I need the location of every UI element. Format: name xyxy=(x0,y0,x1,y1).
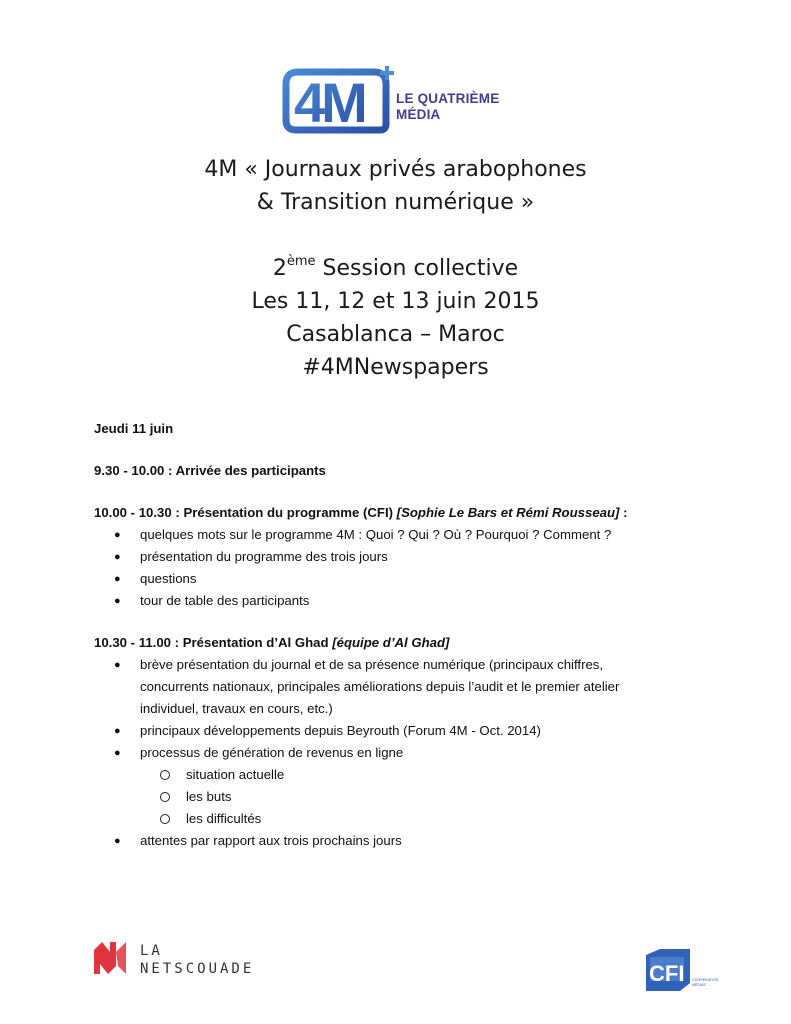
svg-text:COOPÉRATION: COOPÉRATION xyxy=(692,978,719,982)
svg-text:LA: LA xyxy=(140,943,163,959)
slot-al-ghad-sublist xyxy=(94,764,714,830)
session-dates: Les 11, 12 et 13 juin 2015 xyxy=(251,289,540,314)
logo-4m-wordmark: LE QUATRIÈME MÉDIA xyxy=(396,91,500,122)
title-line-1: 4M « Journaux privés arabophones xyxy=(204,157,587,182)
slot-al-ghad-list xyxy=(94,654,714,764)
svg-text:CFI: CFI xyxy=(649,961,685,986)
list-item: ● principaux développements depuis Beyrouth (Forum 4M - Oct. 2014) xyxy=(114,723,541,738)
list-item: ● questions xyxy=(114,571,197,586)
slot-al-ghad-list-end xyxy=(94,830,714,852)
svg-text:4M: 4M xyxy=(294,71,364,134)
cfi-mark-icon xyxy=(640,945,719,995)
document-title xyxy=(0,153,791,219)
sub-list-item: situation actuelle xyxy=(94,764,714,786)
title-line-2: & Transition numérique » xyxy=(256,190,535,215)
sub-list-item: les buts xyxy=(94,786,714,808)
list-item: ● processus de génération de revenus en ligne xyxy=(114,745,404,760)
list-item: ● tour de table des participants xyxy=(114,593,310,608)
netscouade-mark-icon xyxy=(92,940,312,976)
session-place: Casablanca – Maroc xyxy=(286,322,505,347)
slot-programme-list xyxy=(94,524,714,612)
list-item: ● brève présentation du journal et de sa présence numérique (principaux chiffres, concurrents nationaux, principales améliorations depuis l’audit et le premier atelier individuel, travaux en cours, etc.) xyxy=(114,657,620,716)
svg-text:MÉDIAS: MÉDIAS xyxy=(692,983,706,987)
list-item: ● présentation du programme des trois jours xyxy=(114,549,388,564)
day-heading: Jeudi 11 juin xyxy=(94,421,174,436)
sub-list-item: les difficultés xyxy=(94,808,714,830)
slot-al-ghad: 10.30 - 11.00 : Présentation d’Al Ghad [équipe d’Al Ghad] xyxy=(94,635,450,650)
slot-arrival: 9.30 - 10.00 : Arrivée des participants xyxy=(94,463,326,478)
svg-text:NETSCOUADE: NETSCOUADE xyxy=(140,961,255,977)
list-item: ● quelques mots sur le programme 4M : Quoi ? Qui ? Où ? Pourquoi ? Comment ? xyxy=(114,527,612,542)
program-body xyxy=(94,418,714,852)
session-hashtag: #4MNewspapers xyxy=(302,355,489,380)
session-label: 2ème Session collective xyxy=(272,254,519,281)
list-item: ● attentes par rapport aux trois prochains jours xyxy=(114,833,402,848)
slot-programme: 10.00 - 10.30 : Présentation du programme (CFI) [Sophie Le Bars et Rémi Rousseau] : xyxy=(94,505,628,520)
logo-cfi xyxy=(640,945,719,995)
logo-4m xyxy=(282,64,512,134)
session-info xyxy=(0,252,791,384)
logo-netscouade xyxy=(92,940,312,976)
